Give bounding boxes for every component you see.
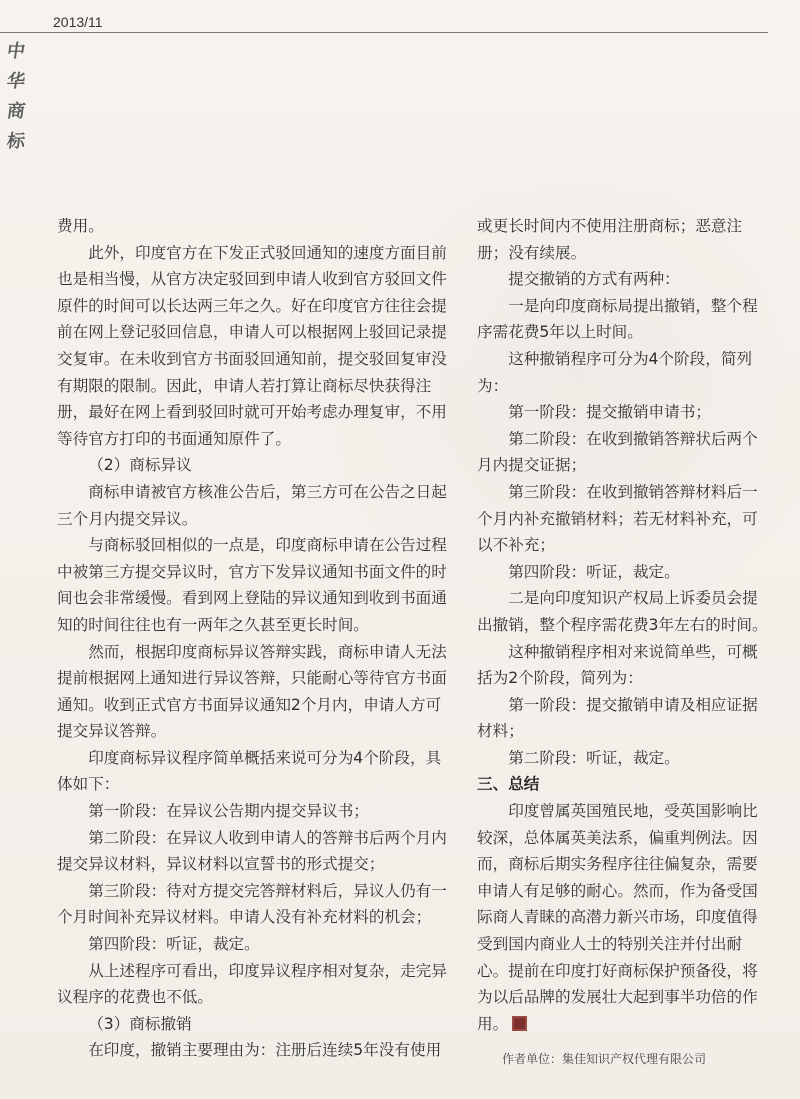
paragraph: 与商标驳回相似的一点是，印度商标申请在公告过程中被第三方提交异议时，官方下发异议通知书面文件的时间也会非常缓慢。看到网上登陆的异议通知到收到书面通知的时间往往也有一两年之久甚至更长时间。 bbox=[57, 536, 447, 634]
paragraph: 第二阶段：在异议人收到申请人的答辩书后两个月内提交异议材料，异议材料以宣誓书的形式提交； bbox=[57, 828, 447, 874]
paragraph-text: 印度曾属英国殖民地，受英国影响比较深，总体属英美法系，偏重判例法。因而，商标后期实务程序往往偏复杂，需要申请人有足够的耐心。然而，作为备受国际商人青睐的高潜力新兴市场，印度值得受到国内商业人士的特别关注并付出耐心。提前在印度打好商标保护预备役，将为以后品牌的发展壮大起到事半功倍的作用。 bbox=[477, 802, 758, 1033]
subheading: （2）商标异议 bbox=[88, 456, 192, 475]
logo-character: 标 bbox=[5, 131, 27, 152]
magazine-logo bbox=[7, 37, 25, 157]
article-end-mark bbox=[512, 1016, 527, 1031]
paragraph: 第三阶段：在收到撤销答辩材料后一个月内补充撤销材料；若无材料补充，可以不补充； bbox=[477, 482, 758, 555]
top-rule bbox=[0, 32, 768, 33]
logo-character: 中 bbox=[5, 41, 27, 62]
paragraph: 此外，印度官方在下发正式驳回通知的速度方面目前也是相当慢，从官方决定驳回到申请人收到官方驳回文件原件的时间可以长达两三年之久。好在印度官方往往会提前在网上登记驳回信息，申请人可以根据网上驳回记录提交复审。在未收到官方书面驳回通知前，提交驳回复审没有期限的限制。因此，申请人若打算让商标尽快获得注册，最好在网上看到驳回时就可开始考虑办理复审，不用等待官方打印的书面通知原件了。 bbox=[57, 243, 447, 448]
logo-character: 华 bbox=[5, 71, 27, 92]
right-text-column bbox=[477, 213, 772, 1037]
paragraph: 费用。 bbox=[57, 217, 104, 235]
paragraph: 提交撤销的方式有两种： bbox=[508, 270, 680, 289]
paragraph: 第三阶段：待对方提交完答辩材料后，异议人仍有一个月时间补充异议材料。申请人没有补充材料的机会； bbox=[57, 881, 447, 927]
paragraph: 第一阶段：在异议公告期内提交异议书； bbox=[88, 802, 369, 821]
issue-date: 2013/11 bbox=[53, 14, 103, 30]
paragraph: 第一阶段：提交撤销申请书； bbox=[508, 403, 711, 422]
paragraph: 从上述程序可看出，印度异议程序相对复杂，走完异议程序的花费也不低。 bbox=[57, 961, 447, 1007]
subheading: （3）商标撤销 bbox=[88, 1014, 192, 1033]
paragraph: 这种撤销程序相对来说简单些，可概括为2个阶段，简列为： bbox=[477, 642, 758, 688]
paragraph: 在印度，撤销主要理由为：注册后连续5年没有使用 bbox=[88, 1041, 442, 1060]
section-heading: 三、总结 bbox=[477, 775, 540, 794]
left-text-column bbox=[57, 213, 450, 1064]
author-affiliation: 作者单位：集佳知识产权代理有限公司 bbox=[502, 1052, 707, 1066]
summary-paragraph bbox=[477, 798, 772, 1037]
logo-character: 商 bbox=[5, 101, 27, 122]
paragraph: 第四阶段：听证，裁定。 bbox=[88, 935, 260, 954]
paragraph: 或更长时间内不使用注册商标；恶意注册；没有续展。 bbox=[477, 217, 743, 262]
paragraph: 印度商标异议程序简单概括来说可分为4个阶段，具体如下： bbox=[57, 748, 442, 794]
paragraph: 一是向印度商标局提出撤销，整个程序需花费5年以上时间。 bbox=[477, 296, 758, 342]
paragraph: 第四阶段：听证，裁定。 bbox=[508, 562, 680, 581]
paragraph: 然而，根据印度商标异议答辩实践，商标申请人无法提前根据网上通知进行异议答辩，只能耐心等待官方书面通知。收到正式官方书面异议通知2个月内，申请人方可提交异议答辩。 bbox=[57, 642, 447, 741]
paragraph: 商标申请被官方核准公告后，第三方可在公告之日起三个月内提交异议。 bbox=[57, 482, 447, 528]
paragraph: 第二阶段：听证，裁定。 bbox=[508, 748, 680, 767]
paragraph: 二是向印度知识产权局上诉委员会提出撤销，整个程序需花费3年左右的时间。 bbox=[477, 589, 768, 634]
paragraph: 第一阶段：提交撤销申请及相应证据材料； bbox=[477, 695, 758, 741]
paragraph: 第二阶段：在收到撤销答辩状后两个月内提交证据； bbox=[477, 429, 758, 475]
paragraph: 这种撤销程序可分为4个阶段，简列为： bbox=[477, 349, 753, 395]
